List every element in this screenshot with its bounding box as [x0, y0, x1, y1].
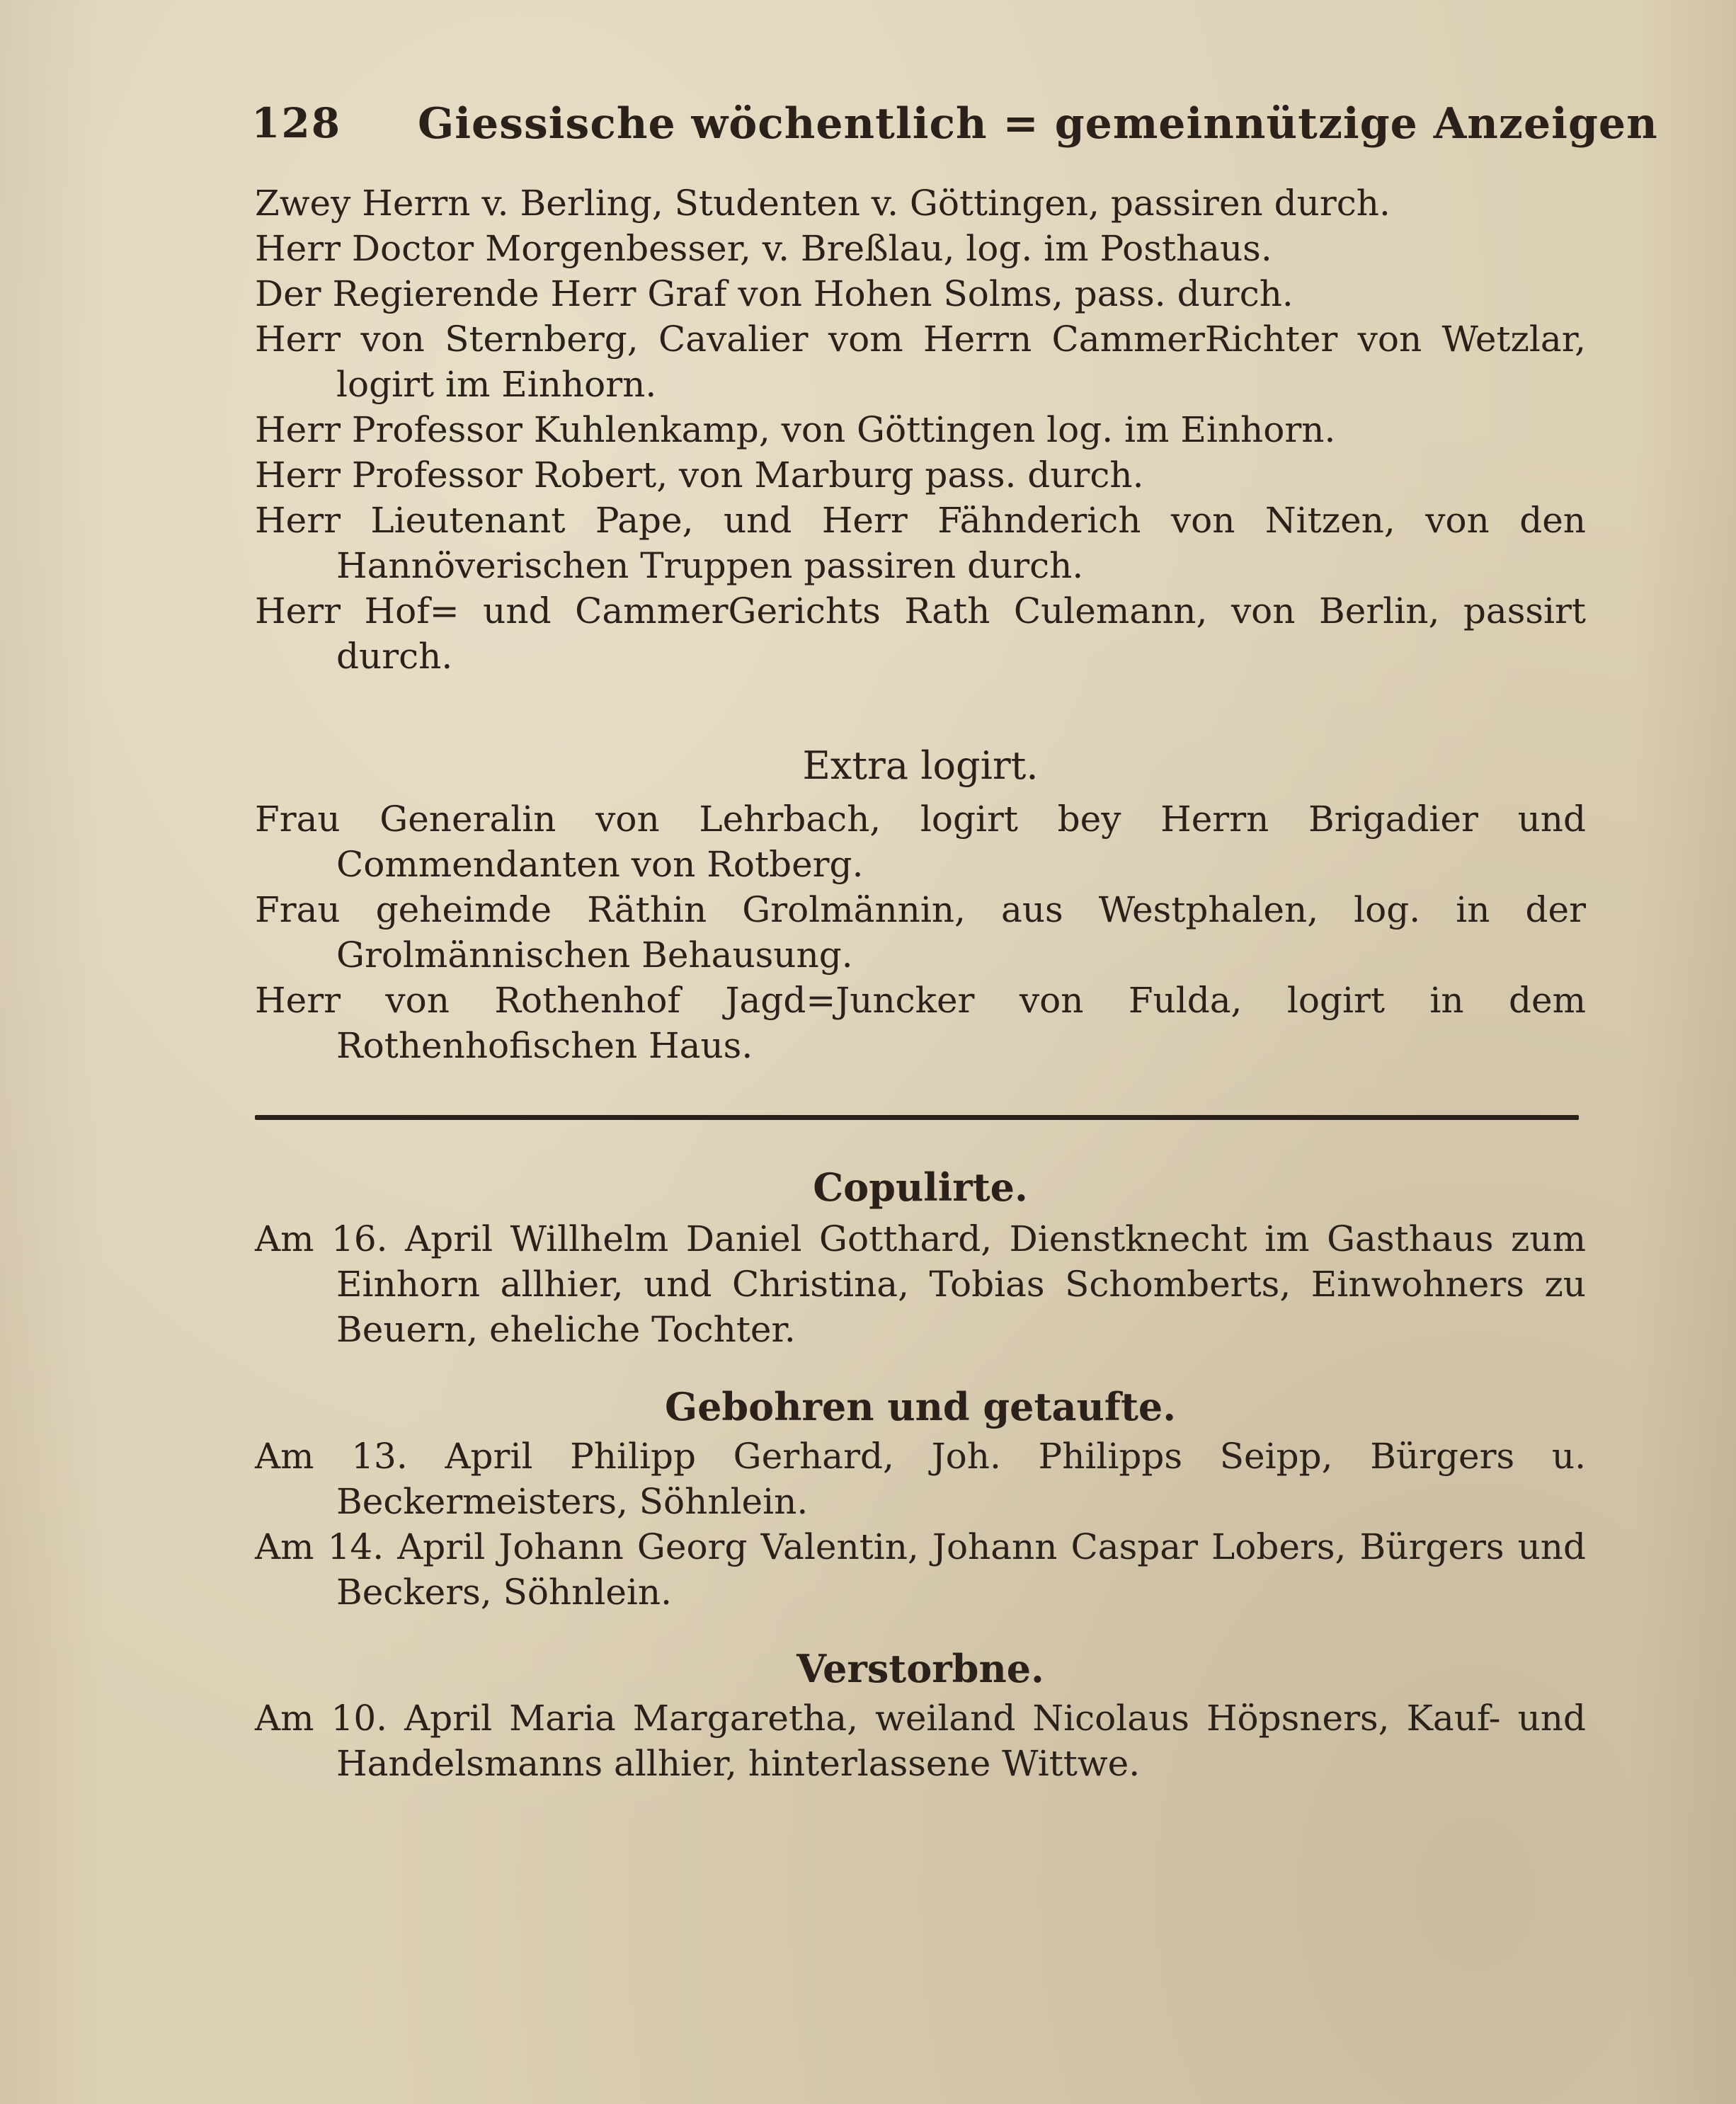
list-item: Am 10. April Maria Margaretha, weiland Nicolaus Höpsners, Kauf- und Handelsmanns allhier, hinterlassene Wittwe. — [255, 1698, 1586, 1784]
list-item: Am 13. April Philipp Gerhard, Joh. Philipps Seipp, Bürgers u. Beckermeisters, Söhnlein. — [255, 1436, 1586, 1522]
list-item: Am 14. April Johann Georg Valentin, Johann Caspar Lobers, Bürgers und Beckers, Söhnlein. — [255, 1526, 1586, 1613]
section-title-copulirte: Copulirte. — [813, 1165, 1028, 1210]
extra-list — [255, 796, 1586, 1068]
list-item: Zwey Herrn v. Berling, Studenten v. Göttingen, passiren durch. — [255, 183, 1390, 224]
list-item: Herr Lieutenant Pape, und Herr Fähnderich von Nitzen, von den Hannöverischen Truppen passiren durch. — [255, 500, 1586, 586]
list-item: Frau Generalin von Lehrbach, logirt bey Herrn Brigadier und Commendanten von Rotberg. — [255, 799, 1586, 885]
page-number: 128 — [251, 99, 342, 147]
list-item: Am 16. April Willhelm Daniel Gotthard, Dienstknecht im Gasthaus zum Einhorn allhier, und Christina, Tobias Schomberts, Einwohners zu Beuern, eheliche Tochter. — [255, 1218, 1586, 1350]
list-item: Herr Professor Robert, von Marburg pass. durch. — [255, 454, 1144, 496]
section-title-gebohren: Gebohren und getaufte. — [664, 1384, 1177, 1429]
list-item: Herr Professor Kuhlenkamp, von Göttingen log. im Einhorn. — [255, 409, 1336, 450]
section-title-verstorbne: Verstorbne. — [796, 1646, 1044, 1691]
verstorbne-list — [255, 1696, 1586, 1786]
list-item: Herr Hof= und CammerGerichts Rath Culemann, von Berlin, passirt durch. — [255, 590, 1586, 677]
running-head: Giessische wöchentlich = gemeinnützige Anzeigen — [418, 99, 1658, 149]
list-item: Herr von Rothenhof Jagd=Juncker von Fulda, logirt in dem Rothenhofischen Haus. — [255, 980, 1586, 1066]
page-header — [251, 99, 1658, 156]
section-divider — [255, 1115, 1579, 1120]
list-item: Frau geheimde Räthin Grolmännin, aus Westphalen, log. in der Grolmännischen Behausung. — [255, 889, 1586, 976]
section-title-extra: Extra logirt. — [802, 743, 1039, 788]
list-item: Herr Doctor Morgenbesser, v. Breßlau, log. im Posthaus. — [255, 228, 1272, 269]
list-item: Der Regierende Herr Graf von Hohen Solms, pass. durch. — [255, 273, 1294, 314]
passages-list — [255, 181, 1586, 679]
list-item: Herr von Sternberg, Cavalier vom Herrn CammerRichter von Wetzlar, logirt im Einhorn. — [255, 319, 1586, 405]
copulirte-list — [255, 1216, 1586, 1352]
gebohren-list — [255, 1434, 1586, 1615]
